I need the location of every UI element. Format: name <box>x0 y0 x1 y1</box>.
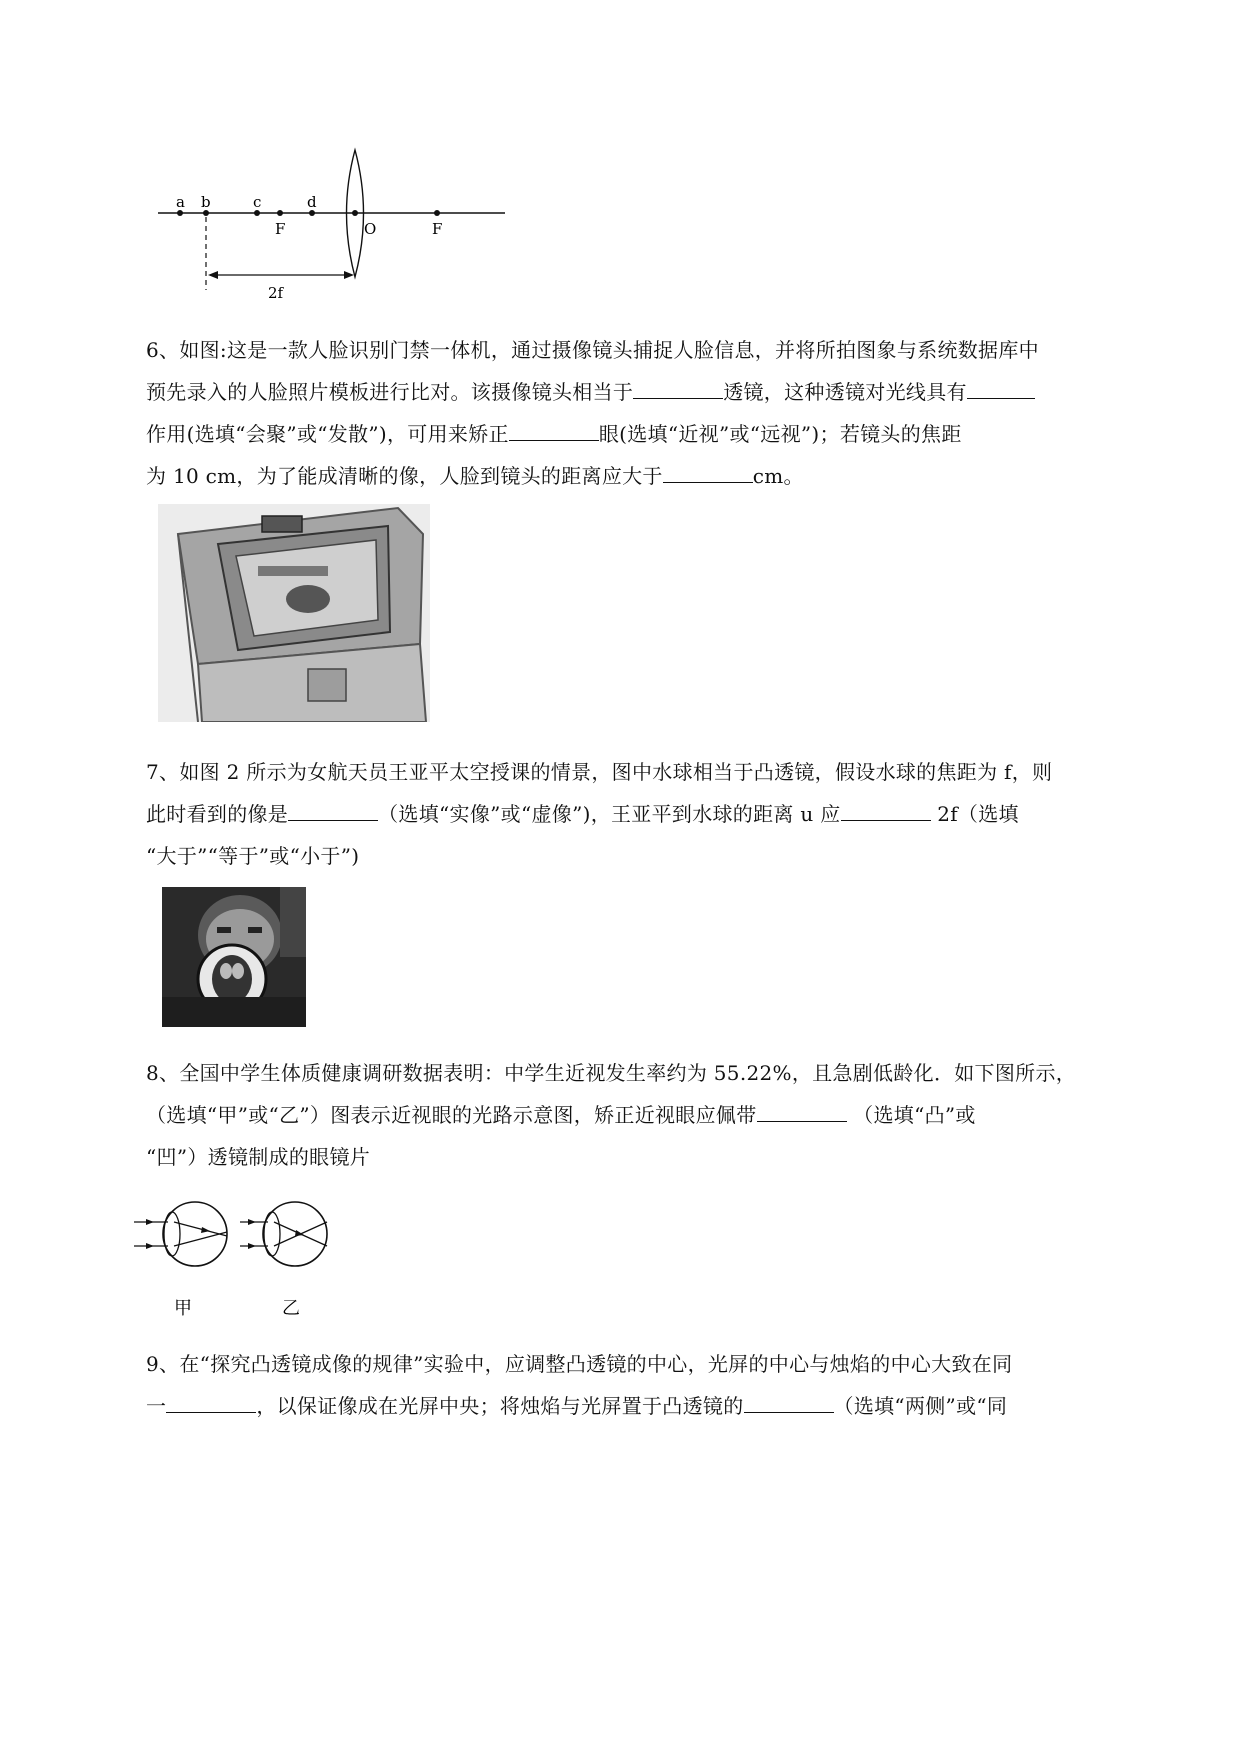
question-8 <box>146 1052 1156 1178</box>
focal-right-label: F <box>432 220 443 238</box>
distance-2f-label: 2f <box>268 284 284 302</box>
q8-line-2: （选填“甲”或“乙”）图表示近视眼的光路示意图，矫正近视眼应佩带 （选填“凸”或 <box>146 1094 1156 1136</box>
q6-blank-light-effect[interactable] <box>967 376 1035 399</box>
q6-blank-distance[interactable] <box>663 460 753 483</box>
focal-left-label: F <box>275 220 286 238</box>
convex-lens-diagram <box>150 145 510 325</box>
q6-line-3: 作用(选填“会聚”或“发散”)，可用来矫正 眼(选填“近视”或“远视”)；若镜头的焦距 <box>146 413 1156 455</box>
q7-line-3: “大于”“等于”或“小于”) <box>146 844 360 868</box>
point-b-label: b <box>201 193 211 211</box>
q9-line-2: 一 ，以保证像成在光屏中央；将烛焰与光屏置于凸透镜的 （选填“两侧”或“同 <box>146 1385 1156 1427</box>
point-a-label: a <box>176 193 185 211</box>
point-c-label: c <box>253 193 262 211</box>
question-9 <box>146 1343 1156 1427</box>
q7-line-1: 7、如图 2 所示为女航天员王亚平太空授课的情景，图中水球相当于凸透镜，假设水球的焦距为 f，则 <box>146 760 1053 784</box>
q7-line-2: 此时看到的像是 （选填“实像”或“虚像”)，王亚平到水球的距离 u 应 2f（选填 <box>146 793 1156 835</box>
eye-diagram-jia <box>134 1202 227 1319</box>
question-7 <box>146 751 1156 877</box>
q9-line-1: 9、在“探究凸透镜成像的规律”实验中，应调整凸透镜的中心，光屏的中心与烛焰的中心大致在同 <box>146 1352 1013 1376</box>
eye-diagram-yi <box>240 1202 327 1319</box>
q6-blank-lens-type[interactable] <box>633 376 723 399</box>
optical-center-label: O <box>364 220 377 238</box>
q7-blank-comparison[interactable] <box>841 798 931 821</box>
astronaut-water-ball-photo <box>162 887 306 1027</box>
q8-line-1: 8、全国中学生体质健康调研数据表明：中学生近视发生率约为 55.22%，且急剧低龄化．如下图所示， <box>146 1061 1077 1085</box>
q6-line-1: 6、如图:这是一款人脸识别门禁一体机，通过摄像镜头捕捉人脸信息，并将所拍图象与系统数据库中 <box>146 338 1039 362</box>
q9-blank-side[interactable] <box>744 1390 834 1413</box>
q7-blank-image-type[interactable] <box>288 798 378 821</box>
eye-label-jia: 甲 <box>174 1298 192 1319</box>
q8-blank-lens-type[interactable] <box>757 1099 847 1122</box>
point-d-label: d <box>307 193 317 211</box>
q6-blank-eye-type[interactable] <box>509 418 599 441</box>
eye-label-yi: 乙 <box>282 1298 300 1319</box>
q6-line-4: 为 10 cm，为了能成清晰的像，人脸到镜头的距离应大于 cm。 <box>146 455 1156 497</box>
face-recognition-terminal-image <box>158 504 430 722</box>
question-6 <box>146 329 1156 497</box>
eye-light-path-diagram <box>130 1192 340 1322</box>
q6-line-2: 预先录入的人脸照片模板进行比对。该摄像镜头相当于 透镜，这种透镜对光线具有 <box>146 371 1156 413</box>
q8-line-3: “凹”）透镜制成的眼镜片 <box>146 1145 371 1169</box>
q9-blank-line[interactable] <box>166 1390 256 1413</box>
